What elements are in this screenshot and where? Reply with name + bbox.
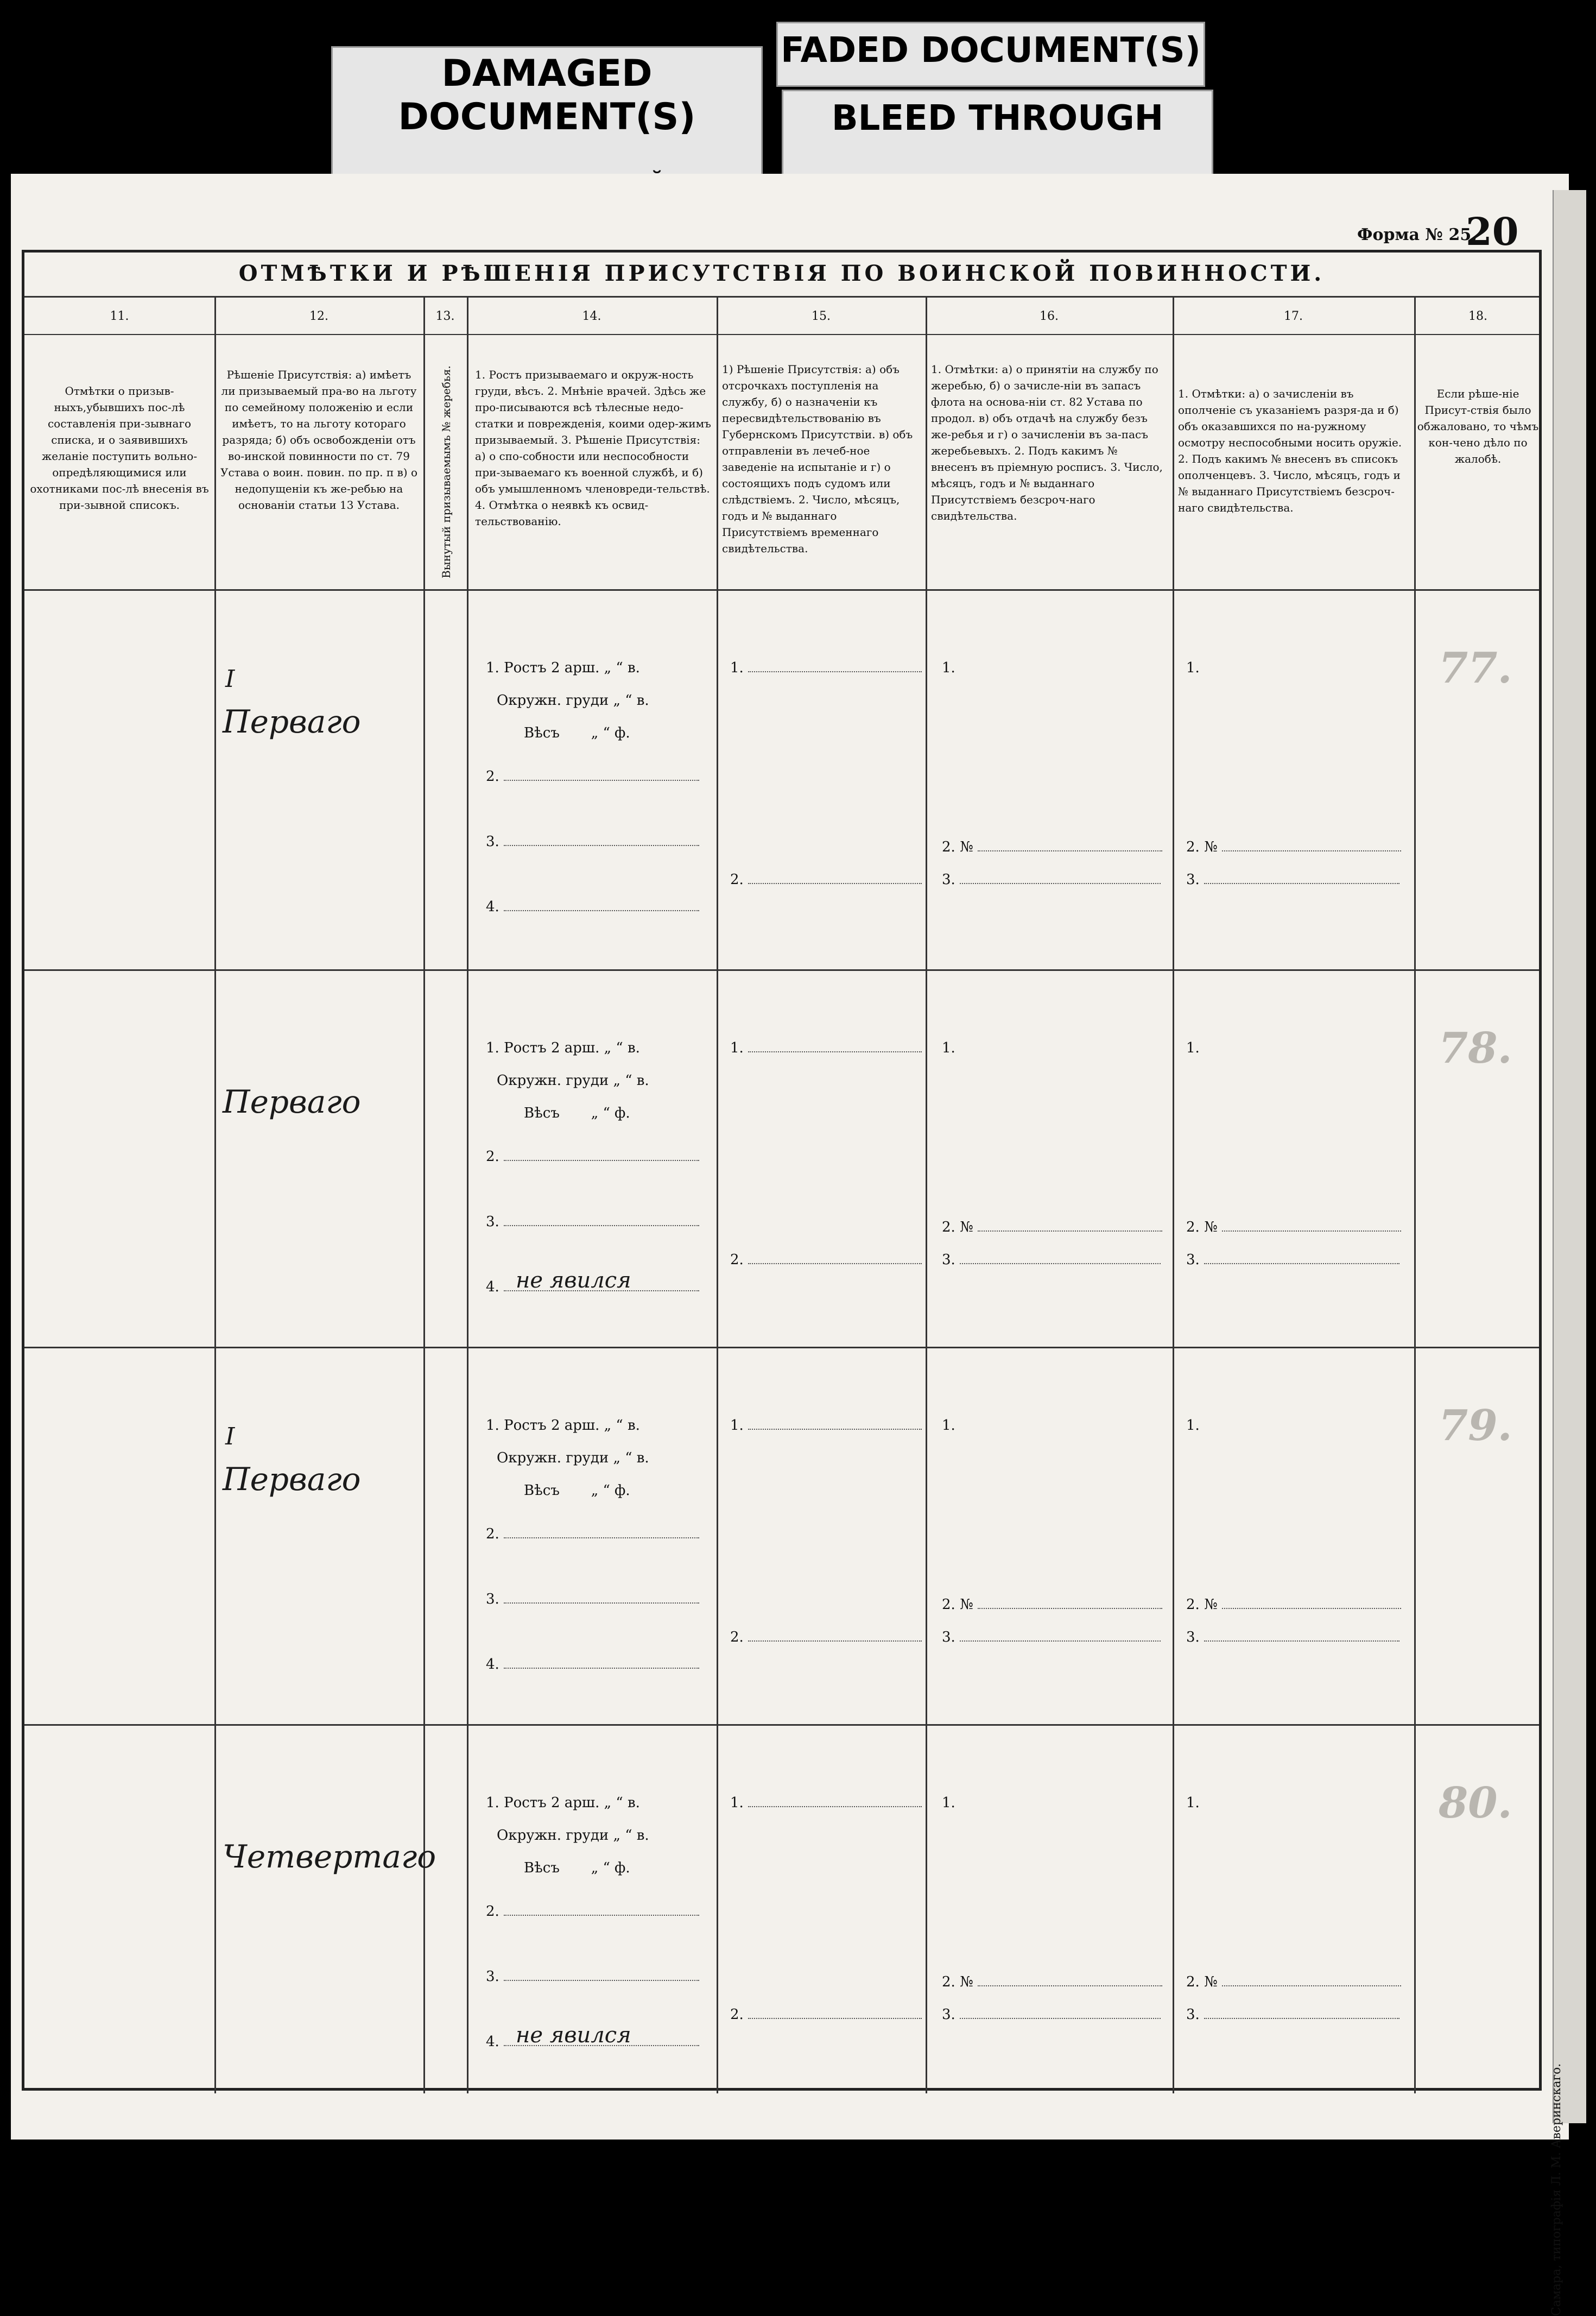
exemption-category: Четвертаго <box>223 1838 436 1875</box>
col15-item-1: 1. <box>730 660 922 676</box>
height-line: 1. Ростъ 2 арш. „ “ в. <box>486 1417 640 1434</box>
column-number-13: 13. <box>435 310 455 323</box>
weight-label: Вѣсъ <box>524 1860 560 1876</box>
item-4-line: 4. <box>486 2034 699 2050</box>
col15-item-2: 2. <box>730 1629 922 1645</box>
col17-item-3: 3. <box>1186 1252 1399 1268</box>
height-line: 1. Ростъ 2 арш. „ “ в. <box>486 1040 640 1056</box>
exemption-category: Перваго <box>223 703 361 740</box>
col16-item-1: 1. <box>942 660 955 676</box>
col-divider <box>423 296 425 2093</box>
col17-item-3: 3. <box>1186 1629 1399 1645</box>
table-title: ОТМѢТКИ И РѢШЕНІЯ ПРИСУТСТВІЯ ПО ВОИНСКОЙ ПОВИННОСТИ. <box>238 261 1325 286</box>
row-number: 78. <box>1439 1024 1512 1073</box>
printer-imprint: Самара, типографія Л. М. Аверинскаго. <box>1550 2063 1563 2316</box>
col16-item-2: 2. № <box>942 1219 1162 1235</box>
chest-line: Окружн. груди „ “ в. <box>497 1450 649 1466</box>
height-line: 1. Ростъ 2 арш. „ “ в. <box>486 1795 640 1811</box>
register-table <box>22 250 1563 2316</box>
weight-line: Вѣсъ „ “ ф. <box>524 1482 630 1499</box>
weight-label: Вѣсъ <box>524 1105 560 1121</box>
col17-item-2: 2. № <box>1186 1219 1401 1235</box>
height-label: Ростъ 2 арш. <box>504 1795 600 1811</box>
col16-item-1: 1. <box>942 1040 955 1056</box>
col15-item-1: 1. <box>730 1417 922 1434</box>
damaged-tag-line-2: DOCUMENT(S) <box>398 96 696 138</box>
col16-item-3: 3. <box>942 1252 1161 1268</box>
colnum-rule <box>24 334 1539 335</box>
height-line: 1. Ростъ 2 арш. „ “ в. <box>486 660 640 676</box>
column-header-17: 1. Отмѣтки: а) о зачисленіи въ ополченіе съ указаніемъ разря-да и б) объ оказавшихся по на-ружному осмотру неспособными носить оружіе. 2. Подъ какимъ № внесенъ въ списокъ ополченцевъ. 3. Число, мѣсяцъ, годъ и № выданнаго Присутствіемъ безсроч-наго свидѣтельства. <box>1178 387 1402 514</box>
weight-line: Вѣсъ „ “ ф. <box>524 1860 630 1876</box>
page-edge <box>1553 190 1586 2123</box>
absence-note: не явился <box>516 2023 631 2048</box>
header-rule <box>24 589 1539 591</box>
col16-item-1: 1. <box>942 1417 955 1434</box>
item-2-line: 2. <box>486 1526 699 1542</box>
col16-item-3: 3. <box>942 2006 1161 2023</box>
item-4-line: 4. <box>486 1656 699 1673</box>
col15-item-2: 2. <box>730 1252 922 1268</box>
col17-item-2: 2. № <box>1186 1974 1401 1990</box>
col17-item-1: 1. <box>1186 1417 1200 1434</box>
height-label: Ростъ 2 арш. <box>504 1417 600 1434</box>
col-divider <box>926 296 927 2093</box>
chest-label: Окружн. груди <box>497 1450 609 1466</box>
col15-item-2: 2. <box>730 2006 922 2023</box>
column-header-13: Вынутый призываемымъ № жеребья. <box>440 365 453 578</box>
item-2-line: 2. <box>486 1148 699 1165</box>
col16-item-2: 2. № <box>942 1596 1162 1613</box>
col17-item-3: 3. <box>1186 2006 1399 2023</box>
item-3-line: 3. <box>486 834 699 850</box>
col-divider <box>717 296 718 2093</box>
column-number-11: 11. <box>110 310 129 323</box>
col17-item-1: 1. <box>1186 1795 1200 1811</box>
folio-number: 20 <box>1466 209 1519 254</box>
col15-item-1: 1. <box>730 1040 922 1056</box>
chest-line: Окружн. груди „ “ в. <box>497 1072 649 1089</box>
column-number-17: 17. <box>1284 310 1303 323</box>
title-rule <box>24 296 1539 298</box>
col16-item-2: 2. № <box>942 1974 1162 1990</box>
chest-line: Окружн. груди „ “ в. <box>497 692 649 709</box>
exemption-mark: I <box>225 665 235 693</box>
weight-line: Вѣсъ „ “ ф. <box>524 1105 630 1121</box>
column-header-15: 1) Рѣшеніе Присутствія: а) объ отсрочкахъ поступленія на службу, б) о назначеніи къ пересвидѣтельствованію въ Губернскомъ Присутствіи. в) объ отправленіи въ лечеб-ное заведеніе на испытаніе и г) о состоящихъ подъ судомъ или слѣдствіемъ. 2. Число, мѣсяцъ, годъ и № выданнаго Присутствіемъ временнаго свидѣтельства. <box>722 363 913 555</box>
exemption-category: Перваго <box>223 1461 361 1498</box>
item-4-line: 4. <box>486 1279 699 1295</box>
row-rule-2 <box>24 1347 1539 1348</box>
damaged-document-tag <box>331 46 763 182</box>
row-number: 79. <box>1439 1401 1512 1450</box>
damaged-tag-line-1: DAMAGED <box>441 52 653 95</box>
col15-item-1: 1. <box>730 1795 922 1811</box>
faded-document-tag: FADED DOCUMENT(S) <box>776 22 1205 87</box>
weight-label: Вѣсъ <box>524 725 560 741</box>
row-rule-3 <box>24 1724 1539 1726</box>
row-number: 77. <box>1439 643 1512 693</box>
weight-label: Вѣсъ <box>524 1482 560 1499</box>
col-divider <box>467 296 468 2093</box>
height-label: Ростъ 2 арш. <box>504 660 600 676</box>
chest-label: Окружн. груди <box>497 692 609 709</box>
col16-item-1: 1. <box>942 1795 955 1811</box>
column-number-15: 15. <box>812 310 831 323</box>
bleed-through-tag: BLEED THROUGH <box>782 90 1213 182</box>
form-number: Форма № 25. <box>1357 225 1477 244</box>
col17-item-1: 1. <box>1186 1040 1200 1056</box>
column-header-18: Если рѣше-ніе Присут-ствія было обжаловано, то чѣмъ кон-чено дѣло по жалобѣ. <box>1417 387 1539 465</box>
item-3-line: 3. <box>486 1591 699 1607</box>
column-header-16: 1. Отмѣтки: а) о принятіи на службу по жеребью, б) о зачисле-ніи въ запасъ флота на основа-ніи ст. 82 Устава по продол. в) объ отдачѣ на службу безъ же-ребья и г) о зачисленіи въ за-пасъ жеребьевыхъ. 2. Подъ какимъ № внесенъ въ пріемную росписъ. 3. Число, мѣсяцъ, годъ и № выданнаго Присутствіемъ безсроч-наго свидѣтельства. <box>931 363 1163 522</box>
item-2-line: 2. <box>486 1903 699 1920</box>
chest-line: Окружн. груди „ “ в. <box>497 1827 649 1844</box>
col-divider <box>1414 296 1416 2093</box>
weight-line: Вѣсъ „ “ ф. <box>524 725 630 741</box>
col17-item-1: 1. <box>1186 660 1200 676</box>
col16-item-3: 3. <box>942 872 1161 888</box>
chest-label: Окружн. груди <box>497 1827 609 1844</box>
item-3-line: 3. <box>486 1968 699 1985</box>
chest-label: Окружн. груди <box>497 1072 609 1089</box>
item-3-line: 3. <box>486 1214 699 1230</box>
column-number-16: 16. <box>1040 310 1059 323</box>
col-divider <box>214 296 216 2093</box>
column-header-12: Рѣшеніе Присутствія: а) имѣетъ ли призываемый пра-во на льготу по семейному положенію и если имѣетъ, то на льготу котораго разряда; б) объ освобожденіи отъ во-инской повинности по ст. 79 Устава о воин. повин. по пр. п в) о недопущеніи къ же-ребью на основаніи статьи 13 Устава. <box>220 368 417 512</box>
col16-item-2: 2. № <box>942 839 1162 855</box>
column-number-14: 14. <box>582 310 601 323</box>
column-header-11: Отмѣтки о призыв-ныхъ,убывшихъ пос-лѣ составленія при-зывнаго списка, и о заявившихъ желаніе поступить вольно-опредѣляющимися или охотниками пос-лѣ внесенія въ при-зывной списокъ. <box>30 384 209 512</box>
col17-item-2: 2. № <box>1186 1596 1401 1613</box>
col15-item-2: 2. <box>730 872 922 888</box>
exemption-category: Перваго <box>223 1083 361 1120</box>
item-4-line: 4. <box>486 899 699 915</box>
row-number: 80. <box>1439 1778 1512 1828</box>
exemption-mark: I <box>225 1423 235 1450</box>
col16-item-3: 3. <box>942 1629 1161 1645</box>
height-label: Ростъ 2 арш. <box>504 1040 600 1056</box>
item-2-line: 2. <box>486 768 699 785</box>
col-divider <box>1173 296 1174 2093</box>
row-rule-1 <box>24 969 1539 971</box>
column-number-18: 18. <box>1468 310 1487 323</box>
absence-note: не явился <box>516 1268 631 1293</box>
column-number-12: 12. <box>309 310 328 323</box>
col17-item-2: 2. № <box>1186 839 1401 855</box>
column-header-14: 1. Ростъ призываемаго и окруж-ность груди, вѣсъ. 2. Мнѣніе врачей. Здѣсь же про-писываются всѣ тѣлесные недо-статки и поврежденія, коими одер-жимъ призываемый. 3. Рѣшеніе Присутствія: а) о спо-собности или неспособности при-зываемаго къ военной службѣ, и б) объ умышленномъ членовреди-тельствѣ. 4. Отмѣтка о неявкѣ къ освид-тельствованію. <box>475 368 711 528</box>
col17-item-3: 3. <box>1186 872 1399 888</box>
